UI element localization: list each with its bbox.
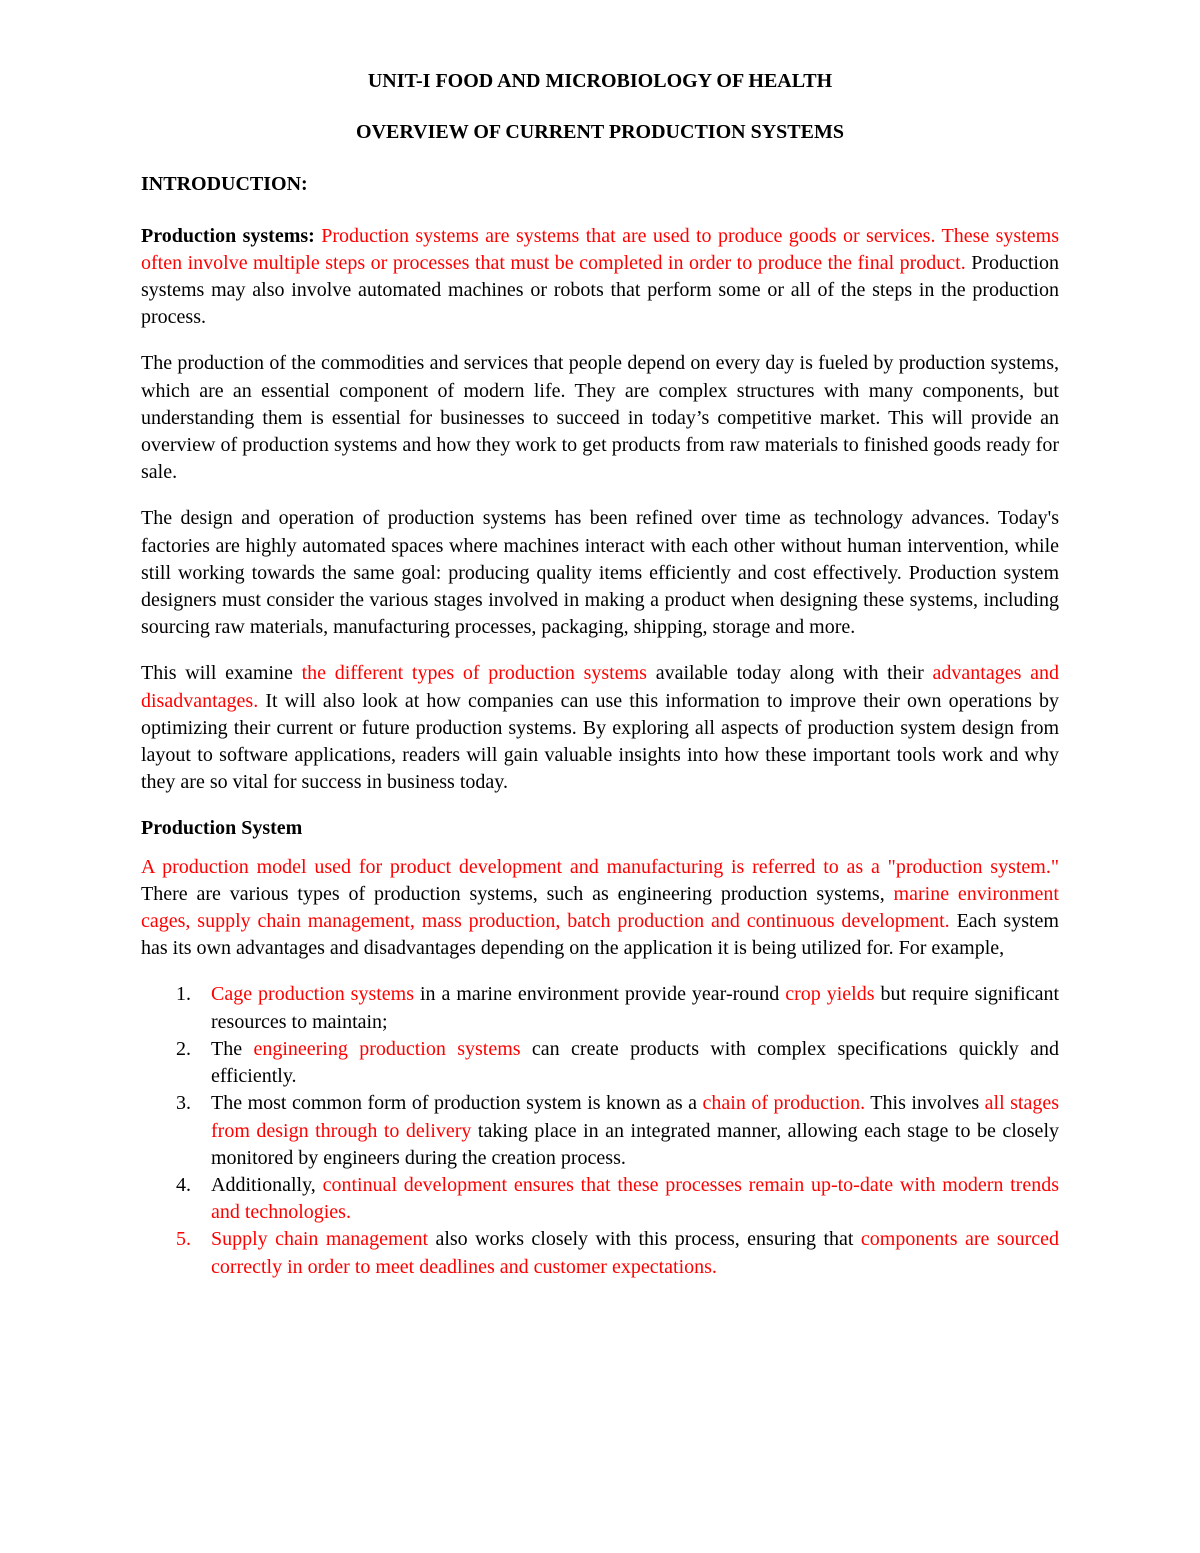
body-text: This will examine (141, 662, 293, 685)
paragraph-overview: The production of the commodities and services that people depend on every day is fueled by production systems, which are an essential component of modern life. They are complex structures with many components, but understanding them is essential for businesses to succeed in today’s competitive market. This will provide an overview of production systems and how they work to get products from raw materials to finished goods ready for sale. (141, 352, 1059, 484)
body-text: There are various types of production systems, such as engineering production systems, (141, 882, 885, 905)
body-text: available today along with their (655, 662, 924, 685)
highlighted-text: marine environment cages, supply chain management, mass production, batch production and continuous development. (141, 882, 1059, 933)
body-text: The most common form of production system is known as a (211, 1092, 698, 1115)
examples-list (141, 981, 1059, 1280)
list-item (141, 1172, 1059, 1226)
paragraph-examine (141, 660, 1059, 796)
list-number: 1. (176, 983, 191, 1006)
highlighted-text: chain of production. (702, 1092, 866, 1115)
list-item (141, 1090, 1059, 1172)
paragraph-production-systems (141, 223, 1059, 332)
term-label: Production systems: (141, 224, 315, 247)
document-body (141, 68, 1059, 1281)
highlighted-text: all stages from design through to delivery (211, 1092, 1060, 1142)
highlighted-text: Cage production systems (211, 983, 415, 1006)
highlighted-text: Production systems are systems that are used to produce goods or services. These systems often involve multiple steps or processes that must be completed in order to produce the final product. (141, 224, 1059, 274)
body-text: in a marine environment provide year-round (419, 983, 780, 1006)
list-item (141, 1226, 1059, 1280)
document-subtitle: OVERVIEW OF CURRENT PRODUCTION SYSTEMS (356, 121, 844, 144)
list-number: 4. (176, 1173, 191, 1196)
body-text: can create products with complex specifications quickly and efficiently. (211, 1037, 1060, 1088)
paragraph-production-model (141, 854, 1059, 963)
highlighted-text: the different types of production systems (301, 662, 647, 685)
body-text: It will also look at how companies can use this information to improve their own operations by optimizing their current or future production systems. By exploring all aspects of production system design from layout to software applications, readers will gain valuable insights into how these important tools work and why they are so vital for success in business today. (141, 689, 1060, 794)
body-text: Each system has its own advantages and disadvantages depending on the application it is being utilized for. For example, (141, 910, 1059, 960)
highlighted-text: advantages and disadvantages. (141, 662, 1059, 712)
body-text: Additionally, (211, 1173, 316, 1196)
highlighted-text: crop yields (785, 983, 875, 1006)
list-number: 3. (176, 1092, 191, 1115)
document-title: UNIT-I FOOD AND MICROBIOLOGY OF HEALTH (367, 70, 833, 92)
body-text: This involves (870, 1092, 980, 1115)
list-number: 2. (176, 1037, 191, 1060)
section-heading-production-system: Production System (141, 817, 303, 840)
paragraph-design: The design and operation of production systems has been refined over time as technology advances. Today's factories are highly automated spaces where machines interact with each other without human intervention, while still working towards the same goal: producing quality items efficiently and cost effectively. Production system designers must consider the various stages involved in making a product when designing these systems, including sourcing raw materials, manufacturing processes, packaging, shipping, storage and more. (141, 507, 1059, 639)
introduction-heading: INTRODUCTION: (141, 173, 308, 196)
body-text: The (211, 1037, 243, 1060)
body-text: Production systems may also involve automated machines or robots that perform some or all of the steps in the production process. (141, 251, 1059, 329)
highlighted-text: continual development ensures that these processes remain up-to-date with modern trends and technologies. (211, 1173, 1060, 1224)
highlighted-text: Supply chain management (211, 1228, 429, 1251)
highlighted-text: components are sourced correctly in order to meet deadlines and customer expectations. (211, 1228, 1060, 1278)
body-text: also works closely with this process, ensuring that (435, 1228, 854, 1251)
list-number: 5. (176, 1228, 191, 1251)
list-item (141, 981, 1059, 1035)
body-text: but require significant resources to maintain; (211, 983, 1060, 1033)
highlighted-text: engineering production systems (253, 1037, 521, 1060)
list-item (141, 1036, 1059, 1090)
highlighted-text: A production model used for product development and manufacturing is referred to as a "production system." (141, 855, 1059, 878)
body-text: taking place in an integrated manner, allowing each stage to be closely monitored by engineers during the creation process. (211, 1119, 1059, 1169)
